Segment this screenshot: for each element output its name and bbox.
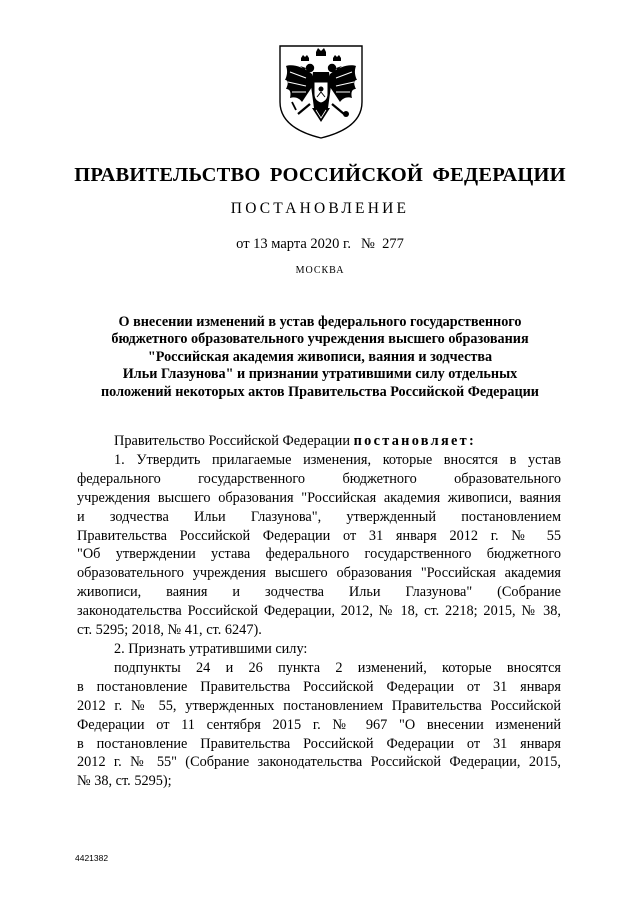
body-line: федерального государственного бюджетного образовательного <box>77 470 561 487</box>
document-body <box>77 432 561 791</box>
number-sign: № <box>361 236 375 252</box>
russian-coat-of-arms-icon <box>276 44 366 140</box>
city: МОСКВА <box>295 265 345 276</box>
body-line: 2012 г. № 55" (Собрание законодательства Российской Федерации, 2015, <box>77 754 561 771</box>
government-title: ПРАВИТЕЛЬСТВО РОССИЙСКОЙ ФЕДЕРАЦИИ <box>74 164 566 186</box>
document-heading <box>70 314 570 401</box>
body-line: живописи, ваяния и зодчества Ильи Глазунова" (Собрание <box>77 584 561 601</box>
body-line: Федерации от 11 сентября 2015 г. № 967 "О внесении изменений <box>77 716 561 733</box>
body-line: и зодчества Ильи Глазунова", утвержденный постановлением <box>77 508 561 525</box>
heading-line: бюджетного образовательного учреждения высшего образования <box>111 331 529 348</box>
document-code: 4421382 <box>75 853 109 863</box>
heading-line: Ильи Глазунова" и признании утратившими силу отдельных <box>122 366 518 383</box>
document-number: 277 <box>382 236 404 252</box>
document-date: от 13 марта 2020 г. <box>236 236 351 252</box>
body-line: 1. Утвердить прилагаемые изменения, которые вносятся в устав <box>114 451 561 468</box>
body-line: ст. 5295; 2018, № 41, ст. 6247). <box>77 622 262 639</box>
body-line: Правительства Российской Федерации от 31 января 2012 г. № 55 <box>77 527 561 544</box>
body-line: подпункты 24 и 26 пункта 2 изменений, которые вносятся <box>114 659 561 676</box>
heading-line: положений некоторых актов Правительства Российской Федерации <box>101 383 539 400</box>
body-line: образовательного учреждения высшего образования "Российская академия <box>77 565 561 582</box>
intro-text: Правительство Российской Федерации <box>114 433 350 449</box>
body-line: учреждения высшего образования "Российская академия живописи, ваяния <box>77 489 561 506</box>
body-line: 2012 г. № 55, утвержденных постановлением Правительства Российской <box>77 697 561 714</box>
intro-paragraph <box>77 432 561 451</box>
document-type: ПОСТАНОВЛЕНИЕ <box>230 200 410 217</box>
decrees-keyword: постановляет: <box>353 433 477 449</box>
body-line: "Об утверждении устава федерального государственного бюджетного <box>77 546 561 563</box>
body-line: в постановление Правительства Российской Федерации от 31 января <box>77 678 561 695</box>
body-line: законодательства Российской Федерации, 2012, № 18, ст. 2218; 2015, № 38, <box>77 603 561 620</box>
heading-line: "Российская академия живописи, ваяния и зодчества <box>147 348 493 365</box>
body-line: 2. Признать утратившими силу: <box>114 640 308 657</box>
date-number-line <box>0 236 640 253</box>
body-line: № 38, ст. 5295); <box>77 773 172 790</box>
body-line: в постановление Правительства Российской Федерации от 31 января <box>77 735 561 752</box>
heading-line: О внесении изменений в устав федерального государственного <box>118 314 522 330</box>
